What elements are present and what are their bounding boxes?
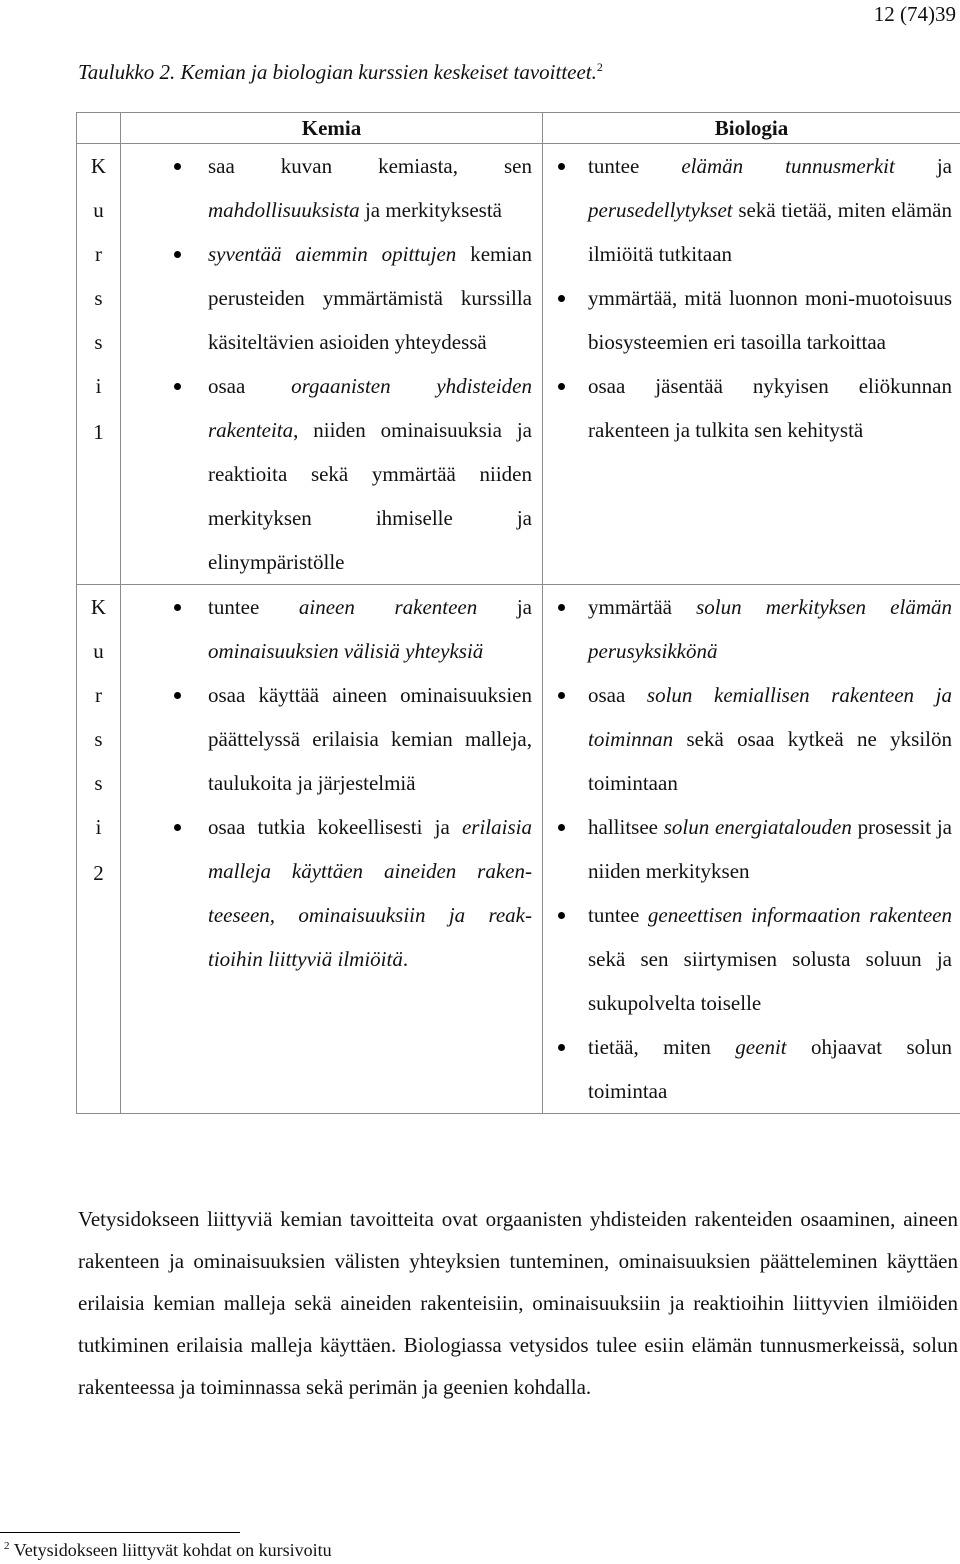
course-label-letter: s: [94, 286, 103, 310]
goal-text: tietää, miten: [588, 1035, 736, 1059]
goal-item: [543, 364, 960, 452]
goal-text-italic: syventää aiemmin opittujen: [208, 242, 457, 266]
page-number: 12 (74)39: [873, 2, 956, 26]
course-label-letter: u: [93, 198, 104, 222]
footnote: [4, 1540, 332, 1561]
label-header: [77, 113, 121, 144]
course-label-letter: i: [95, 374, 102, 398]
goal-text: sekä tietää, miten elämän ilmiöitä tutkitaan: [588, 198, 952, 266]
chemistry-cell: [121, 144, 543, 585]
goal-text: ja: [477, 595, 533, 619]
goal-text-italic: ominaisuuksien välisiä yhteyksiä: [208, 639, 484, 663]
course-rows: [77, 144, 960, 1114]
goal-item: [121, 364, 542, 584]
goal-text: tuntee: [208, 595, 299, 619]
course-label-letter: s: [94, 727, 103, 751]
course-label-letter: s: [94, 771, 103, 795]
biology-cell: [543, 144, 960, 585]
goal-text-italic: geenit: [735, 1035, 787, 1059]
goal-item: [121, 673, 542, 805]
goal-text: osaa tutkia kokeellisesti ja: [208, 815, 462, 839]
goal-item: [543, 673, 960, 805]
goal-text-italic: aineen rakenteen: [298, 595, 478, 619]
footnote-number: 2: [4, 1540, 10, 1552]
course-label-letter: u: [93, 639, 104, 663]
goal-item: [543, 144, 960, 276]
footnote-rule: [0, 1532, 240, 1533]
goal-text-italic: elämän tunnusmerkit: [681, 154, 895, 178]
goal-text-italic: solun kemiallisen rakenteen ja toiminnan: [588, 683, 952, 751]
goal-item: [121, 805, 542, 981]
course-label-letter: r: [95, 242, 102, 266]
course-label-letter: r: [95, 683, 102, 707]
goal-text: prosessit ja niiden merkityksen: [588, 815, 952, 883]
goal-text: osaa: [588, 683, 647, 707]
course-label-letters: [77, 144, 120, 408]
chemistry-goal-list: [121, 144, 542, 584]
caption-text: Taulukko 2. Kemian ja biologian kurssien keskeiset tavoitteet.: [78, 60, 597, 84]
goal-text-italic: geneettisen informaation rakenteen: [647, 903, 952, 927]
course-row: [77, 144, 960, 585]
footnote-ref: 2: [596, 60, 603, 74]
goal-text-italic: solun merkityksen elämän perusyksikkönä: [588, 595, 952, 663]
course-label-letter: K: [90, 595, 107, 619]
goal-text: kemian perusteiden ymmärtämistä kurssilla käsiteltävien asioiden yhteydessä: [208, 242, 533, 354]
biology-cell: [543, 585, 960, 1114]
goal-text: osaa: [208, 374, 292, 398]
goal-text: sekä osaa kytkeä ne yksilön toimintaan: [588, 727, 952, 795]
goal-text: ymmärtää: [588, 595, 697, 619]
course-label-letter: i: [95, 815, 102, 839]
goal-text: tuntee: [588, 903, 648, 927]
goal-item: [121, 232, 542, 364]
course-number: 1: [93, 420, 104, 444]
goal-text: osaa jäsentää nykyisen eliökunnan rakenteen ja tulkita sen kehitystä: [588, 374, 952, 442]
goal-text: ymmärtää, mitä luonnon moni-muotoisuus biosysteemien eri tasoilla tarkoittaa: [588, 286, 952, 354]
course-number: 2: [93, 861, 104, 885]
header-row: [77, 113, 960, 144]
course-goals-table: [76, 112, 960, 1114]
goal-text: ohjaavat solun toimintaa: [588, 1035, 952, 1103]
biology-goal-list: [543, 585, 960, 1113]
chemistry-header: Kemia: [121, 113, 543, 144]
goal-text: , niiden ominaisuuksia ja reaktioita sekä ymmärtää niiden merkityksen ihmiselle ja elinympäristölle: [208, 418, 532, 574]
course-row: [77, 585, 960, 1114]
goal-text-italic: erilaisia malleja käyttäen aineiden raken-teeseen, ominaisuuksiin ja reak-tioihin liittyviä ilmiöitä: [208, 815, 532, 971]
goal-item: [543, 805, 960, 893]
goal-text-italic: solun energiatalouden: [663, 815, 852, 839]
goal-item: [543, 893, 960, 1025]
course-label-letter: K: [90, 154, 107, 178]
goal-item: [121, 144, 542, 232]
goal-text: sekä sen siirtymisen solusta soluun ja sukupolvelta toiselle: [588, 947, 952, 1015]
goal-text: osaa käyttää aineen ominaisuuksien päättelyssä erilaisia kemian malleja, taulukoita ja järjestelmiä: [208, 683, 532, 795]
course-label-letters: [77, 585, 120, 849]
goal-text: ja merkityksestä: [359, 198, 502, 222]
goal-text: hallitsee: [588, 815, 664, 839]
course-label: [77, 144, 121, 585]
chemistry-cell: [121, 585, 543, 1114]
goal-item: [543, 1025, 960, 1113]
goal-text-italic: orgaanisten yhdisteiden rakenteita: [208, 374, 532, 442]
goal-text-italic: perusedellytykset: [588, 198, 733, 222]
chemistry-goal-list: [121, 585, 542, 981]
course-label-letter: s: [94, 330, 103, 354]
course-label: [77, 585, 121, 1114]
biology-goal-list: [543, 144, 960, 452]
goal-text-italic: mahdollisuuksista: [208, 198, 360, 222]
footnote-text: Vetysidokseen liittyvät kohdat on kursivoitu: [13, 1540, 332, 1560]
goal-text: tuntee: [588, 154, 682, 178]
goal-text: saa kuvan kemiasta, sen: [208, 154, 532, 178]
goal-item: [543, 585, 960, 673]
table-caption: [78, 60, 603, 85]
goal-text: ja: [894, 154, 952, 178]
goal-item: [543, 276, 960, 364]
goal-text: .: [402, 947, 409, 971]
biology-header: Biologia: [543, 113, 960, 144]
goal-item: [121, 585, 542, 673]
body-paragraph: Vetysidokseen liittyviä kemian tavoitteita ovat orgaanisten yhdisteiden rakenteiden osaaminen, aineen rakenteen ja ominaisuuksien välisten yhteyksien tunteminen, ominaisuuksien päätteleminen käyttäen erilaisia kemian malleja sekä aineiden rakenteisiin, ominaisuuksiin ja reaktioihin liittyvien ilmiöiden tutkiminen erilaisia malleja käyttäen. Biologiassa vetysidos tulee esiin elämän tunnusmerkeissä, solun rakenteessa ja toiminnassa sekä perimän ja geenien kohdalla.: [78, 1207, 958, 1399]
